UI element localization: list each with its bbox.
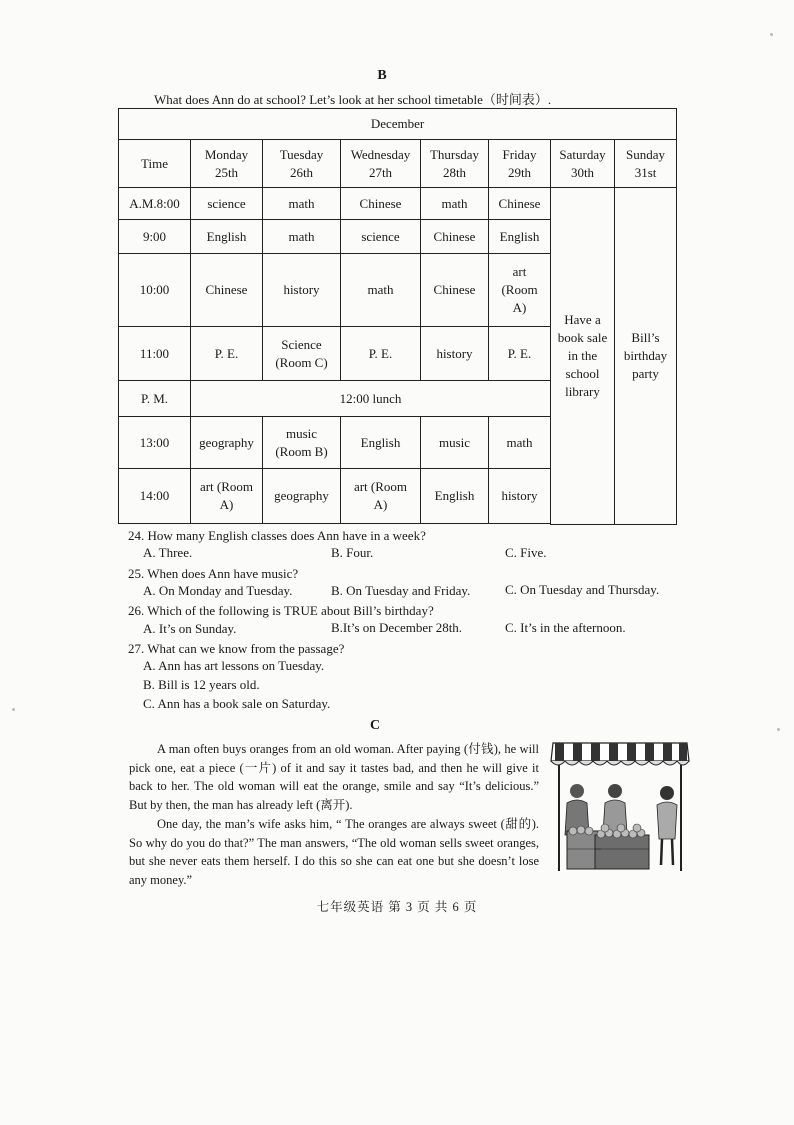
q24-option-b: B. Four. [331,545,374,560]
class-cell: P. E. [489,327,551,381]
q27-option-c: C. Ann has a book sale on Saturday. [143,696,331,711]
class-cell: science [191,188,263,220]
class-cell: English [489,220,551,254]
class-cell: geography [191,417,263,469]
class-cell: Chinese [489,188,551,220]
time-header: Time [119,140,191,188]
day-header-saturday: Saturday 30th [551,140,615,188]
time-cell: 14:00 [119,469,191,524]
time-cell: A.M.8:00 [119,188,191,220]
class-cell: history [421,327,489,381]
q26-option-b: B.It’s on December 28th. [331,620,463,635]
q26-option-c: C. It’s in the afternoon. [505,620,626,635]
class-cell: history [263,254,341,327]
passage-paragraph-1: A man often buys oranges from an old woman. After paying (付钱), he will pick one, eat a piece (一片) of it and say it tastes bad, and then he will give it back to her. The old woman will eat the orange, smile and say “It’s delicious.” But by then, the man has already left (离开). [129,742,539,812]
time-cell: 9:00 [119,220,191,254]
class-cell: P. E. [191,327,263,381]
class-cell: art (Room A) [341,469,421,524]
time-cell: 13:00 [119,417,191,469]
day-header-wednesday: Wednesday 27th [341,140,421,188]
q25-option-b: B. On Tuesday and Friday. [331,583,471,598]
class-cell: Chinese [421,254,489,327]
q25-option-a: A. On Monday and Tuesday. [143,583,293,598]
time-cell: 11:00 [119,327,191,381]
scan-speck [770,33,773,36]
class-cell: English [341,417,421,469]
q24-option-c: C. Five. [505,545,547,560]
question-25: 25. When does Ann have music? [128,566,299,581]
class-cell: science [341,220,421,254]
class-cell: math [263,188,341,220]
section-b-intro: What does Ann do at school? Let’s look at her school timetable（时间表）. [154,92,552,107]
class-cell: P. E. [341,327,421,381]
class-cell: geography [263,469,341,524]
passage-paragraph-2: One day, the man’s wife asks him, “ The oranges are always sweet (甜的). So why do you do that?” The man answers, “The old woman sells sweet oranges, but she never eats them herself. I do this so she can eat one but she doesn’t lose any money.” [129,817,539,887]
class-cell: art (Room A) [191,469,263,524]
sunday-event: Bill’s birthday party [615,188,677,525]
time-cell: 10:00 [119,254,191,327]
class-cell: English [191,220,263,254]
class-cell: Science (Room C) [263,327,341,381]
day-header-sunday: Sunday 31st [615,140,677,188]
q27-option-a: A. Ann has art lessons on Tuesday. [143,658,325,673]
class-cell: history [489,469,551,524]
question-27: 27. What can we know from the passage? [128,641,345,656]
fruit-stall-illustration [549,739,691,872]
section-c-title: C [369,718,381,733]
question-26: 26. Which of the following is TRUE about Bill’s birthday? [128,603,434,618]
q26-option-a: A. It’s on Sunday. [143,621,237,636]
class-cell: math [489,417,551,469]
day-header-monday: Monday 25th [191,140,263,188]
scan-speck [12,708,15,711]
section-b-title: B [377,68,387,83]
class-cell: Chinese [191,254,263,327]
timetable [118,108,677,525]
class-cell: Chinese [341,188,421,220]
class-cell: English [421,469,489,524]
page-footer: 七年级英语 第 3 页 共 6 页 [316,900,478,914]
day-header-tuesday: Tuesday 26th [263,140,341,188]
table-row [119,188,677,220]
day-header-thursday: Thursday 28th [421,140,489,188]
q27-option-b: B. Bill is 12 years old. [143,677,260,692]
lunch-cell: 12:00 lunch [191,381,551,417]
class-cell: Chinese [421,220,489,254]
time-cell: P. M. [119,381,191,417]
month-header: December [119,109,677,140]
class-cell: math [421,188,489,220]
class-cell: art (Room A) [489,254,551,327]
class-cell: music (Room B) [263,417,341,469]
saturday-event: Have a book sale in the school library [551,188,615,525]
q24-option-a: A. Three. [143,545,193,560]
class-cell: math [263,220,341,254]
question-24: 24. How many English classes does Ann have in a week? [128,528,426,543]
class-cell: music [421,417,489,469]
scan-speck [777,728,780,731]
class-cell: math [341,254,421,327]
day-header-friday: Friday 29th [489,140,551,188]
q25-option-c: C. On Tuesday and Thursday. [505,582,660,597]
day-header-row [119,140,677,188]
